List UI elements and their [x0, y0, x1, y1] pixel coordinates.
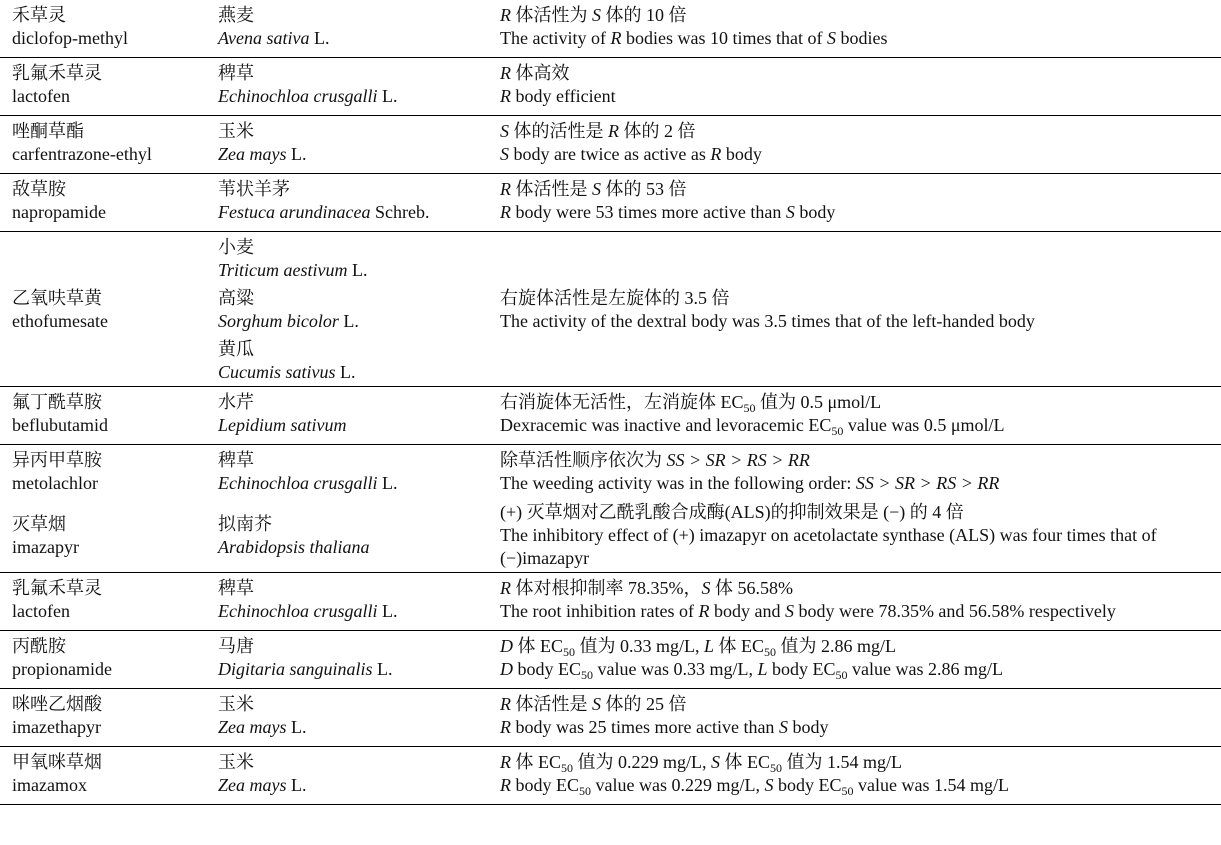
- plant-name-sci: Triticum aestivum L.: [218, 260, 368, 280]
- table-row: [0, 631, 1221, 689]
- herbicide-name-cn: 丙酰胺: [12, 636, 66, 656]
- activity-cell: [488, 631, 1221, 689]
- herbicide-name-cn: 唑酮草酯: [12, 121, 84, 141]
- activity-en: The activity of the dextral body was 3.5 times that of the left-handed body: [500, 311, 1035, 331]
- activity-cn: R 体活性是 S 体的 53 倍: [500, 179, 687, 199]
- herbicide-name-en: ethofumesate: [12, 311, 108, 331]
- plant-name-sci: Festuca arundinacea Schreb.: [218, 202, 430, 222]
- activity-cn: 右旋体活性是左旋体的 3.5 倍: [500, 288, 730, 308]
- activity-en: R body was 25 times more active than S body: [500, 717, 829, 737]
- plant-name-sci: Echinochloa crusgalli L.: [218, 601, 398, 621]
- plant-name-cn: 燕麦: [218, 5, 254, 25]
- plant-cell: [206, 631, 488, 689]
- activity-en: The root inhibition rates of R body and S body were 78.35% and 56.58% respectively: [500, 601, 1116, 621]
- herbicide-cell: [0, 58, 206, 116]
- herbicide-name-en: metolachlor: [12, 473, 98, 493]
- herbicide-name-cn: 灭草烟: [12, 513, 66, 534]
- table-row: [0, 58, 1221, 116]
- plant-cell: [206, 573, 488, 631]
- activity-en: The weeding activity was in the following order: SS > SR > RS > RR: [500, 473, 1000, 493]
- herbicide-name-en: imazethapyr: [12, 717, 101, 737]
- plant-name-cn: 玉米: [218, 694, 254, 714]
- herbicide-name-cn: 氟丁酰草胺: [12, 392, 102, 412]
- plant-name-sci: Lepidium sativum: [218, 415, 347, 435]
- plant-name-sci: Sorghum bicolor L.: [218, 311, 359, 331]
- herbicide-name-en: beflubutamid: [12, 415, 108, 435]
- herbicide-name-en: imazamox: [12, 775, 87, 795]
- plant-name-cn: 马唐: [218, 636, 254, 656]
- herbicide-name-cn: 甲氧咪草烟: [12, 752, 102, 772]
- plant-name-sci: Digitaria sanguinalis L.: [218, 659, 393, 679]
- plant-name-cn: 小麦: [218, 237, 254, 257]
- activity-cn: R 体对根抑制率 78.35%，S 体 56.58%: [500, 578, 793, 598]
- herbicide-cell: [0, 232, 206, 387]
- plant-cell: [206, 689, 488, 747]
- activity-cn: R 体高效: [500, 63, 570, 83]
- plant-cell: [206, 387, 488, 445]
- plant-group: [218, 338, 488, 384]
- activity-cn: 除草活性顺序依次为 SS > SR > RS > RR: [500, 450, 810, 470]
- table-row: [0, 747, 1221, 805]
- table-row: [0, 497, 1221, 573]
- herbicide-name-cn: 禾草灵: [12, 5, 66, 25]
- activity-cell: [488, 232, 1221, 387]
- activity-cell: [488, 174, 1221, 232]
- plant-cell: [206, 497, 488, 573]
- herbicide-name-cn: 异丙甲草胺: [12, 450, 102, 470]
- herbicide-cell: [0, 174, 206, 232]
- herbicide-cell: [0, 747, 206, 805]
- herbicide-name-en: propionamide: [12, 659, 112, 679]
- activity-en: S body are twice as active as R body: [500, 144, 762, 164]
- herbicide-name-cn: 乳氟禾草灵: [12, 63, 102, 83]
- plant-name-cn: 高粱: [218, 288, 254, 308]
- plant-cell: [206, 747, 488, 805]
- herbicide-name-en: lactofen: [12, 86, 70, 106]
- herbicide-name-cn: 乳氟禾草灵: [12, 578, 102, 598]
- plant-name-sci: Zea mays L.: [218, 144, 307, 164]
- activity-en: D body $EC_{50}$ value was 0.33 mg/L, L body $EC_{50}$ value was 2.86 mg/L: [500, 659, 1004, 682]
- activity-cell: [488, 387, 1221, 445]
- herbicide-name-en: imazapyr: [12, 536, 79, 557]
- herbicide-name-cn: 乙氧呋草黄: [12, 288, 102, 308]
- plant-group: [218, 287, 488, 333]
- plant-name-cn: 拟南芥: [218, 513, 272, 534]
- plant-name-cn: 稗草: [218, 63, 254, 83]
- activity-cell: [488, 445, 1221, 498]
- activity-en: R body $EC_{50}$ value was 0.229 mg/L, S body $EC_{50}$ value was 1.54 mg/L: [500, 775, 1009, 798]
- plant-name-sci: Cucumis sativus L.: [218, 362, 356, 382]
- activity-en: The activity of R bodies was 10 times that of S bodies: [500, 28, 888, 48]
- herbicide-cell: [0, 0, 206, 58]
- activity-en: The inhibitory effect of (+) imazapyr on acetolactate synthase (ALS) was four times that of (−)imazapyr: [500, 525, 1157, 568]
- herbicide-cell: [0, 116, 206, 174]
- plant-name-sci: Echinochloa crusgalli L.: [218, 473, 398, 493]
- plant-name-sci: Echinochloa crusgalli L.: [218, 86, 398, 106]
- plant-cell: [206, 445, 488, 498]
- herbicide-cell: [0, 631, 206, 689]
- table-row: [0, 232, 1221, 387]
- activity-cell: [488, 689, 1221, 747]
- plant-name-cn: 稗草: [218, 450, 254, 470]
- plant-cell: [206, 232, 488, 387]
- activity-cn: R 体活性是 S 体的 25 倍: [500, 694, 687, 714]
- herbicide-name-en: napropamide: [12, 202, 106, 222]
- herbicide-name-en: carfentrazone-ethyl: [12, 144, 152, 164]
- herbicide-name-en: lactofen: [12, 601, 70, 621]
- table-row: [0, 0, 1221, 58]
- activity-cn: R 体活性为 S 体的 10 倍: [500, 5, 687, 25]
- herbicide-cell: [0, 573, 206, 631]
- herbicide-cell: [0, 497, 206, 573]
- plant-name-cn: 苇状羊茅: [218, 179, 290, 199]
- herbicide-name-cn: 敌草胺: [12, 179, 66, 199]
- activity-en: R body were 53 times more active than S body: [500, 202, 836, 222]
- herbicide-cell: [0, 445, 206, 498]
- activity-cell: [488, 0, 1221, 58]
- plant-cell: [206, 0, 488, 58]
- activity-cell: [488, 747, 1221, 805]
- plant-name-cn: 玉米: [218, 121, 254, 141]
- plant-name-cn: 水芹: [218, 392, 254, 412]
- herbicide-name-en: diclofop-methyl: [12, 28, 128, 48]
- herbicide-name-cn: 咪唑乙烟酸: [12, 694, 102, 714]
- activity-cn: 右消旋体无活性，左消旋体 $EC_{50}$ 值为 0.5 μmol/L: [500, 392, 882, 415]
- herbicide-cell: [0, 689, 206, 747]
- herbicide-cell: [0, 387, 206, 445]
- activity-cn: S 体的活性是 R 体的 2 倍: [500, 121, 696, 141]
- plant-name-sci: Avena sativa L.: [218, 28, 330, 48]
- table-row: [0, 689, 1221, 747]
- plant-group: [218, 236, 488, 282]
- activity-cell: [488, 116, 1221, 174]
- activity-cn: D 体 $EC_{50}$ 值为 0.33 mg/L, L 体 $EC_{50}$ 值为 2.86 mg/L: [500, 636, 897, 659]
- activity-cell: [488, 573, 1221, 631]
- activity-cn: R 体 $EC_{50}$ 值为 0.229 mg/L, S 体 $EC_{50}$ 值为 1.54 mg/L: [500, 752, 903, 775]
- table-row: [0, 573, 1221, 631]
- plant-cell: [206, 174, 488, 232]
- plant-cell: [206, 58, 488, 116]
- activity-cell: [488, 497, 1221, 573]
- plant-name-sci: Zea mays L.: [218, 717, 307, 737]
- plant-name-sci: Arabidopsis thaliana: [218, 536, 370, 557]
- table-row: [0, 445, 1221, 498]
- plant-name-cn: 稗草: [218, 578, 254, 598]
- activity-en: R body efficient: [500, 86, 616, 106]
- activity-cn: (+) 灭草烟对乙酰乳酸合成酶(ALS)的抑制效果是 (−) 的 4 倍: [500, 502, 964, 522]
- table-row: [0, 174, 1221, 232]
- plant-name-cn: 玉米: [218, 752, 254, 772]
- table-row: [0, 387, 1221, 445]
- plant-name-cn: 黄瓜: [218, 339, 254, 359]
- table-row: [0, 116, 1221, 174]
- activity-cell: [488, 58, 1221, 116]
- plant-name-sci: Zea mays L.: [218, 775, 307, 795]
- activity-en: Dexracemic was inactive and levoracemic $EC_{50}$ value was 0.5 μmol/L: [500, 415, 1005, 438]
- plant-cell: [206, 116, 488, 174]
